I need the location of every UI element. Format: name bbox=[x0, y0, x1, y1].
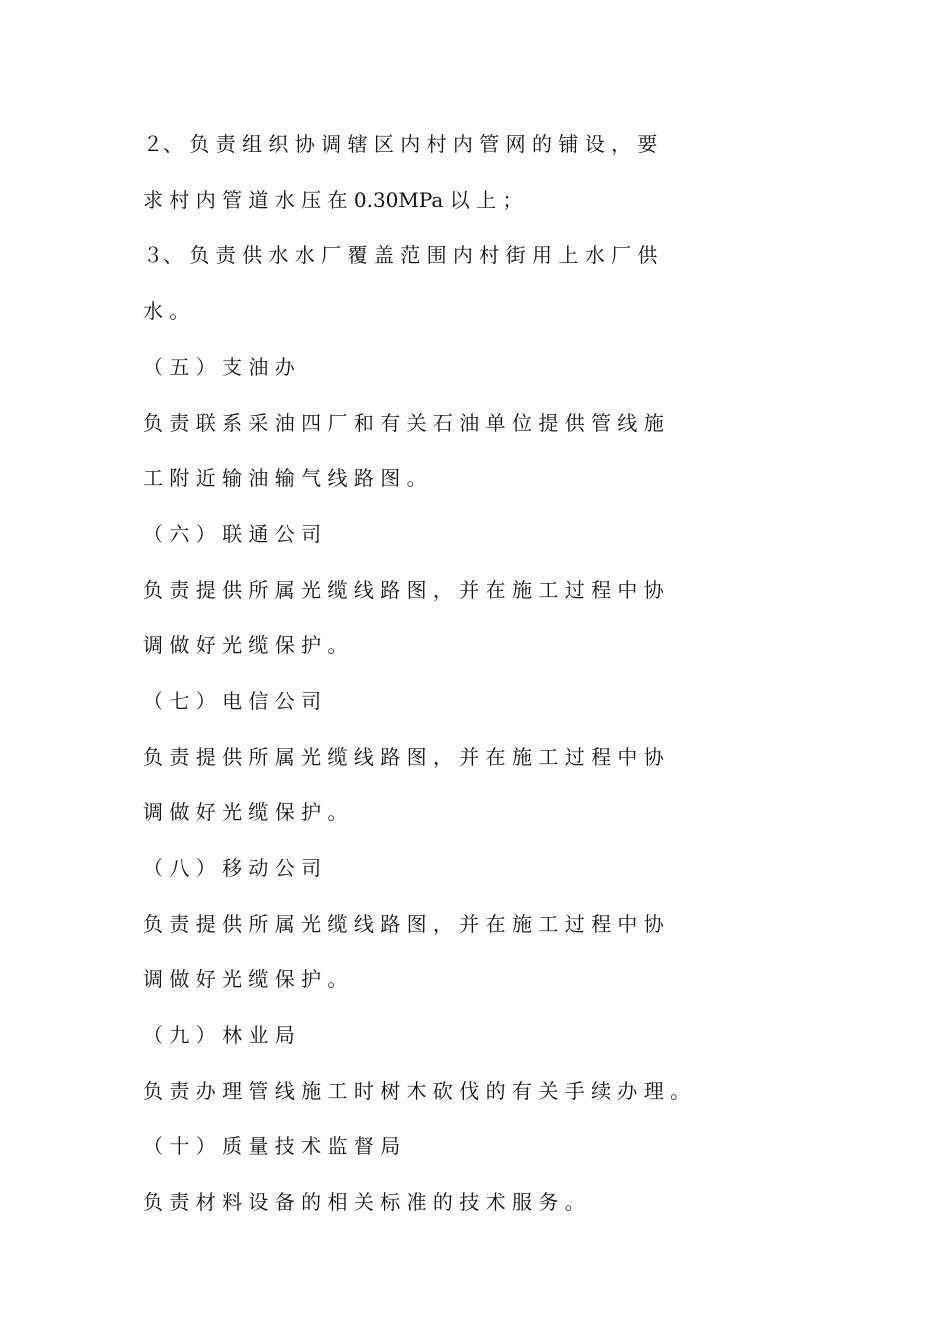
text-line: 负 责 联 系 采 油 四 厂 和 有 关 石 油 单 位 提 供 管 线 施 bbox=[143, 411, 664, 435]
text-line: 调 做 好 光 缆 保 护 。 bbox=[143, 800, 348, 824]
section-heading: （ 八 ） 移 动 公 司 bbox=[143, 856, 322, 880]
text-line: ２、 负 责 组 织 协 调 辖 区 内 村 内 管 网 的 铺 设 ， 要 bbox=[143, 132, 658, 156]
text-line: 调 做 好 光 缆 保 护 。 bbox=[143, 967, 348, 991]
section-heading: （ 九 ） 林 业 局 bbox=[143, 1023, 295, 1047]
text-line: 负 责 提 供 所 属 光 缆 线 路 图 ， 并 在 施 工 过 程 中 协 bbox=[143, 578, 664, 602]
text-line: ３、 负 责 供 水 水 厂 覆 盖 范 围 内 村 街 用 上 水 厂 供 bbox=[143, 243, 658, 267]
text-line: 调 做 好 光 缆 保 护 。 bbox=[143, 633, 348, 657]
text-line: 负 责 办 理 管 线 施 工 时 树 木 砍 伐 的 有 关 手 续 办 理 。 bbox=[143, 1079, 691, 1103]
text-line: 工 附 近 输 油 输 气 线 路 图 。 bbox=[143, 466, 427, 490]
text-line: 求 村 内 管 道 水 压 在 0.30MPa 以 上 ； bbox=[143, 188, 523, 212]
section-heading: （ 十 ） 质 量 技 术 监 督 局 bbox=[143, 1134, 401, 1158]
text-line: 负 责 提 供 所 属 光 缆 线 路 图 ， 并 在 施 工 过 程 中 协 bbox=[143, 912, 664, 936]
section-heading: （ 七 ） 电 信 公 司 bbox=[143, 689, 322, 713]
text-line: 水 。 bbox=[143, 299, 190, 323]
section-heading: （ 六 ） 联 通 公 司 bbox=[143, 522, 322, 546]
section-heading: （ 五 ） 支 油 办 bbox=[143, 355, 295, 379]
text-line: 负 责 提 供 所 属 光 缆 线 路 图 ， 并 在 施 工 过 程 中 协 bbox=[143, 745, 664, 769]
text-line: 负 责 材 料 设 备 的 相 关 标 准 的 技 术 服 务 。 bbox=[143, 1190, 585, 1214]
